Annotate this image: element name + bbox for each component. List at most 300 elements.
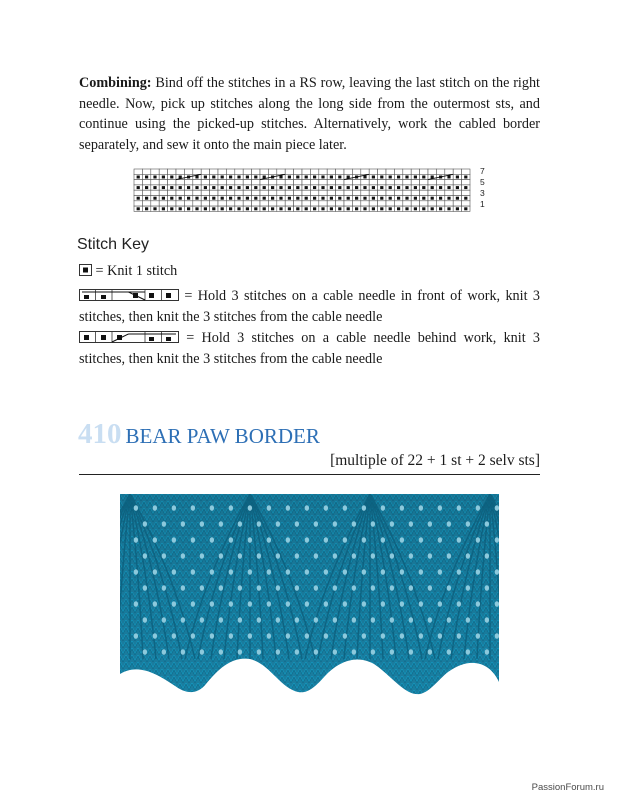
chart-cell bbox=[336, 201, 344, 206]
knit-mark bbox=[447, 197, 450, 200]
chart-cell bbox=[319, 201, 327, 206]
lace-eyelet bbox=[229, 633, 233, 639]
stitch-key-item-knit bbox=[79, 261, 540, 282]
lace-eyelet bbox=[238, 617, 242, 623]
lace-eyelet bbox=[343, 505, 347, 511]
lace-eyelet bbox=[305, 633, 309, 639]
knit-mark bbox=[221, 176, 224, 179]
chart-cell bbox=[252, 201, 260, 206]
chart-cell bbox=[428, 169, 436, 174]
lace-eyelet bbox=[324, 569, 328, 575]
lace-eyelet bbox=[143, 553, 147, 559]
chart-cell bbox=[344, 169, 352, 174]
chart-cell bbox=[252, 190, 260, 195]
knit-mark bbox=[389, 186, 392, 189]
knit-mark bbox=[355, 207, 358, 210]
chart-cell bbox=[151, 180, 159, 185]
knit-mark bbox=[372, 207, 375, 210]
knit-mark bbox=[204, 186, 207, 189]
lace-eyelet bbox=[324, 601, 328, 607]
knit-mark bbox=[246, 186, 249, 189]
lace-eyelet bbox=[191, 537, 195, 543]
lace-eyelet bbox=[162, 585, 166, 591]
combining-paragraph bbox=[79, 73, 540, 155]
lace-eyelet bbox=[219, 649, 223, 655]
lace-eyelet bbox=[333, 521, 337, 527]
lace-eyelet bbox=[172, 505, 176, 511]
knit-mark bbox=[321, 186, 324, 189]
lace-eyelet bbox=[371, 521, 375, 527]
knit-mark bbox=[246, 207, 249, 210]
chart-cell bbox=[394, 180, 402, 185]
chart-cell bbox=[210, 169, 218, 174]
chart-cell bbox=[235, 201, 243, 206]
chart-cell bbox=[344, 190, 352, 195]
lace-eyelet bbox=[295, 521, 299, 527]
lace-eyelet bbox=[447, 521, 451, 527]
lace-eyelet bbox=[295, 617, 299, 623]
chart-cell bbox=[394, 169, 402, 174]
lace-eyelet bbox=[210, 569, 214, 575]
lace-eyelet bbox=[428, 649, 432, 655]
lace-eyelet bbox=[371, 553, 375, 559]
lace-eyelet bbox=[229, 569, 233, 575]
lace-eyelet bbox=[381, 537, 385, 543]
lace-eyelet bbox=[362, 601, 366, 607]
chart-cell bbox=[193, 169, 201, 174]
chart-cell bbox=[277, 180, 285, 185]
lace-eyelet bbox=[409, 553, 413, 559]
chart-cell bbox=[134, 180, 142, 185]
chart-cell bbox=[168, 201, 176, 206]
chart-cell bbox=[369, 201, 377, 206]
lace-eyelet bbox=[257, 553, 261, 559]
stitch-key-item-cable-back bbox=[79, 328, 540, 369]
lace-eyelet bbox=[476, 633, 480, 639]
chart-cell bbox=[453, 190, 461, 195]
lace-eyelet bbox=[257, 585, 261, 591]
chart-cell bbox=[168, 180, 176, 185]
lace-eyelet bbox=[457, 569, 461, 575]
chart-cell bbox=[201, 201, 209, 206]
knit-mark bbox=[313, 197, 316, 200]
chart-cell bbox=[260, 190, 268, 195]
knit-mark bbox=[263, 207, 266, 210]
knit-mark bbox=[179, 207, 182, 210]
knit-mark bbox=[263, 186, 266, 189]
lace-eyelet bbox=[257, 649, 261, 655]
knit-mark bbox=[431, 197, 434, 200]
knit-mark bbox=[397, 186, 400, 189]
knitted-lace-swatch-icon bbox=[120, 494, 499, 726]
lace-eyelet bbox=[495, 601, 499, 607]
knit-mark bbox=[330, 207, 333, 210]
knit-mark bbox=[162, 207, 165, 210]
pattern-title: BEAR PAW BORDER bbox=[125, 424, 320, 448]
knit-symbol-icon bbox=[79, 264, 92, 276]
chart-cell bbox=[386, 190, 394, 195]
lace-eyelet bbox=[200, 553, 204, 559]
lace-eyelet bbox=[428, 521, 432, 527]
chart-cell bbox=[252, 180, 260, 185]
chart-cell bbox=[268, 169, 276, 174]
chart-cell bbox=[193, 180, 201, 185]
chart-cell bbox=[445, 180, 453, 185]
knit-mark bbox=[405, 186, 408, 189]
knit-mark bbox=[305, 207, 308, 210]
chart-cell bbox=[302, 180, 310, 185]
lace-eyelet bbox=[305, 601, 309, 607]
chart-cell bbox=[235, 190, 243, 195]
lace-eyelet bbox=[219, 617, 223, 623]
chart-cell bbox=[344, 201, 352, 206]
chart-cell bbox=[327, 180, 335, 185]
lace-eyelet bbox=[219, 585, 223, 591]
lace-eyelet bbox=[286, 601, 290, 607]
knit-mark bbox=[271, 197, 274, 200]
lace-eyelet bbox=[200, 521, 204, 527]
chart-cell bbox=[411, 201, 419, 206]
lace-eyelet bbox=[409, 585, 413, 591]
knit-mark bbox=[237, 186, 240, 189]
lace-eyelet bbox=[267, 537, 271, 543]
knit-mark bbox=[363, 207, 366, 210]
knit-mark bbox=[237, 207, 240, 210]
lace-eyelet bbox=[343, 633, 347, 639]
knit-mark bbox=[162, 186, 165, 189]
chart-cell bbox=[453, 180, 461, 185]
chart-cell bbox=[336, 180, 344, 185]
lace-eyelet bbox=[419, 505, 423, 511]
lace-eyelet bbox=[466, 553, 470, 559]
knit-mark bbox=[338, 176, 341, 179]
knit-mark bbox=[271, 207, 274, 210]
chart-cell bbox=[462, 169, 470, 174]
lace-eyelet bbox=[257, 617, 261, 623]
lace-eyelet bbox=[495, 505, 499, 511]
chart-cell bbox=[361, 169, 369, 174]
knit-mark bbox=[195, 197, 198, 200]
chart-cell bbox=[378, 180, 386, 185]
knit-mark bbox=[456, 176, 459, 179]
knitting-chart bbox=[133, 168, 475, 212]
chart-cell bbox=[226, 180, 234, 185]
lace-eyelet bbox=[286, 537, 290, 543]
pattern-heading bbox=[78, 418, 320, 451]
knit-mark bbox=[389, 176, 392, 179]
lace-eyelet bbox=[333, 553, 337, 559]
knit-mark bbox=[296, 197, 299, 200]
knit-mark bbox=[187, 186, 190, 189]
lace-eyelet bbox=[210, 633, 214, 639]
lace-eyelet bbox=[286, 505, 290, 511]
chart-cell bbox=[235, 169, 243, 174]
lace-eyelet bbox=[172, 537, 176, 543]
knit-mark bbox=[195, 176, 198, 179]
lace-eyelet bbox=[276, 649, 280, 655]
knit-mark bbox=[288, 197, 291, 200]
chart-cell bbox=[411, 180, 419, 185]
knit-mark bbox=[204, 176, 207, 179]
knit-mark bbox=[338, 197, 341, 200]
lace-eyelet bbox=[362, 505, 366, 511]
lace-eyelet bbox=[257, 521, 261, 527]
lace-eyelet bbox=[400, 537, 404, 543]
knit-mark bbox=[170, 197, 173, 200]
chart-cell bbox=[428, 190, 436, 195]
chart-cell bbox=[411, 190, 419, 195]
chart-cell bbox=[462, 201, 470, 206]
lace-eyelet bbox=[134, 569, 138, 575]
lace-eyelet bbox=[362, 633, 366, 639]
chart-cell bbox=[218, 180, 226, 185]
lace-eyelet bbox=[419, 569, 423, 575]
knit-mark bbox=[229, 186, 232, 189]
chart-cell bbox=[243, 201, 251, 206]
knit-mark bbox=[254, 197, 257, 200]
lace-eyelet bbox=[466, 585, 470, 591]
chart-cell bbox=[436, 201, 444, 206]
heading-divider bbox=[79, 474, 540, 475]
knit-mark bbox=[170, 176, 173, 179]
chart-cell bbox=[159, 180, 167, 185]
lace-eyelet bbox=[381, 505, 385, 511]
lace-eyelet bbox=[134, 633, 138, 639]
knit-mark bbox=[405, 207, 408, 210]
lace-eyelet bbox=[466, 649, 470, 655]
chart-cell bbox=[462, 180, 470, 185]
lace-eyelet bbox=[305, 537, 309, 543]
lace-eyelet bbox=[428, 585, 432, 591]
chart-cell bbox=[428, 201, 436, 206]
lace-eyelet bbox=[485, 553, 489, 559]
chart-cell bbox=[134, 201, 142, 206]
chart-cell bbox=[134, 190, 142, 195]
lace-eyelet bbox=[476, 537, 480, 543]
lace-eyelet bbox=[238, 553, 242, 559]
knit-mark bbox=[212, 186, 215, 189]
lace-eyelet bbox=[248, 505, 252, 511]
lace-eyelet bbox=[390, 585, 394, 591]
knit-mark bbox=[321, 176, 324, 179]
knit-mark bbox=[229, 197, 232, 200]
lace-eyelet bbox=[229, 601, 233, 607]
lace-eyelet bbox=[333, 649, 337, 655]
lace-eyelet bbox=[295, 585, 299, 591]
chart-cell bbox=[302, 190, 310, 195]
knit-mark bbox=[422, 176, 425, 179]
knit-mark bbox=[162, 176, 165, 179]
chart-cell bbox=[369, 169, 377, 174]
lace-eyelet bbox=[248, 633, 252, 639]
knit-mark bbox=[237, 176, 240, 179]
chart-cell bbox=[243, 169, 251, 174]
combining-label: Combining: bbox=[79, 75, 152, 91]
knit-mark bbox=[229, 207, 232, 210]
lace-eyelet bbox=[267, 505, 271, 511]
knit-mark bbox=[145, 207, 148, 210]
lace-eyelet bbox=[409, 617, 413, 623]
lace-eyelet bbox=[476, 505, 480, 511]
chart-cell bbox=[420, 201, 428, 206]
lace-eyelet bbox=[438, 633, 442, 639]
knit-mark bbox=[380, 176, 383, 179]
chart-cell bbox=[184, 201, 192, 206]
lace-eyelet bbox=[362, 569, 366, 575]
knit-mark bbox=[254, 207, 257, 210]
lace-eyelet bbox=[495, 633, 499, 639]
lace-eyelet bbox=[181, 649, 185, 655]
chart-cell bbox=[327, 169, 335, 174]
lace-eyelet bbox=[343, 569, 347, 575]
knit-mark bbox=[296, 186, 299, 189]
knit-mark bbox=[363, 176, 366, 179]
knit-mark bbox=[414, 197, 417, 200]
chart-cell bbox=[226, 201, 234, 206]
chart-cell bbox=[151, 190, 159, 195]
lace-eyelet bbox=[276, 553, 280, 559]
lace-eyelet bbox=[219, 553, 223, 559]
chart-cell bbox=[310, 201, 318, 206]
knit-mark bbox=[313, 176, 316, 179]
chart-cell bbox=[142, 180, 150, 185]
chart-cell bbox=[327, 190, 335, 195]
lace-eyelet bbox=[438, 505, 442, 511]
knit-mark bbox=[153, 186, 156, 189]
lace-eyelet bbox=[210, 601, 214, 607]
knit-mark bbox=[263, 197, 266, 200]
cable-back-symbol-icon bbox=[79, 331, 179, 343]
chart-cell bbox=[310, 180, 318, 185]
lace-eyelet bbox=[134, 601, 138, 607]
chart-cell bbox=[277, 201, 285, 206]
knit-mark bbox=[389, 207, 392, 210]
lace-eyelet bbox=[457, 633, 461, 639]
cable-front-symbol-icon bbox=[79, 289, 179, 301]
chart-cell bbox=[352, 169, 360, 174]
lace-eyelet bbox=[381, 633, 385, 639]
lace-eyelet bbox=[457, 601, 461, 607]
lace-eyelet bbox=[352, 617, 356, 623]
knit-mark bbox=[414, 186, 417, 189]
lace-eyelet bbox=[390, 553, 394, 559]
knit-mark bbox=[288, 207, 291, 210]
lace-eyelet bbox=[153, 569, 157, 575]
chart-cell bbox=[294, 180, 302, 185]
chart-cell bbox=[260, 169, 268, 174]
chart-cell bbox=[420, 190, 428, 195]
lace-eyelet bbox=[276, 521, 280, 527]
lace-eyelet bbox=[162, 521, 166, 527]
row-number-1: 1 bbox=[480, 199, 485, 209]
chart-cell bbox=[420, 180, 428, 185]
row-number-3: 3 bbox=[480, 188, 485, 198]
knit-mark bbox=[422, 197, 425, 200]
chart-cell bbox=[268, 201, 276, 206]
lace-eyelet bbox=[447, 553, 451, 559]
chart-cell bbox=[210, 190, 218, 195]
stitch-key-item-cable-front bbox=[79, 286, 540, 327]
chart-cell bbox=[268, 180, 276, 185]
chart-cell bbox=[193, 201, 201, 206]
chart-cell bbox=[445, 169, 453, 174]
watermark: PassionForum.ru bbox=[531, 782, 604, 793]
knit-mark bbox=[372, 176, 375, 179]
lace-eyelet bbox=[295, 649, 299, 655]
lace-eyelet bbox=[276, 585, 280, 591]
knit-mark bbox=[330, 176, 333, 179]
chart-cell bbox=[218, 169, 226, 174]
lace-eyelet bbox=[381, 569, 385, 575]
knit-mark bbox=[296, 207, 299, 210]
knit-mark bbox=[229, 176, 232, 179]
chart-cell bbox=[260, 201, 268, 206]
lace-eyelet bbox=[381, 601, 385, 607]
knit-mark bbox=[212, 176, 215, 179]
lace-eyelet bbox=[200, 649, 204, 655]
knit-mark bbox=[153, 207, 156, 210]
knit-mark bbox=[447, 176, 450, 179]
chart-cell bbox=[378, 190, 386, 195]
lace-eyelet bbox=[428, 553, 432, 559]
lace-eyelet bbox=[286, 569, 290, 575]
lace-eyelet bbox=[352, 585, 356, 591]
lace-eyelet bbox=[428, 617, 432, 623]
chart-cell bbox=[411, 169, 419, 174]
knit-mark bbox=[338, 207, 341, 210]
chart-cell bbox=[386, 169, 394, 174]
chart-cell bbox=[294, 190, 302, 195]
lace-eyelet bbox=[153, 601, 157, 607]
chart-cell bbox=[361, 201, 369, 206]
chart-cell bbox=[176, 190, 184, 195]
lace-eyelet bbox=[352, 521, 356, 527]
knit-mark bbox=[464, 197, 467, 200]
knit-mark bbox=[279, 207, 282, 210]
chart-cell bbox=[277, 190, 285, 195]
knit-mark bbox=[355, 186, 358, 189]
lace-eyelet bbox=[447, 617, 451, 623]
chart-cell bbox=[159, 190, 167, 195]
lace-eyelet bbox=[324, 633, 328, 639]
knit-mark bbox=[456, 207, 459, 210]
knit-mark bbox=[422, 207, 425, 210]
lace-eyelet bbox=[438, 601, 442, 607]
chart-cell bbox=[294, 169, 302, 174]
chart-cell bbox=[184, 190, 192, 195]
lace-eyelet bbox=[409, 649, 413, 655]
knit-mark bbox=[305, 176, 308, 179]
chart-cell bbox=[310, 169, 318, 174]
knit-mark bbox=[187, 197, 190, 200]
lace-eyelet bbox=[390, 521, 394, 527]
row-number-5: 5 bbox=[480, 177, 485, 187]
lace-eyelet bbox=[466, 617, 470, 623]
knit-mark bbox=[179, 197, 182, 200]
lace-eyelet bbox=[153, 505, 157, 511]
knit-mark bbox=[153, 176, 156, 179]
knit-mark bbox=[321, 207, 324, 210]
lace-eyelet bbox=[162, 553, 166, 559]
lace-eyelet bbox=[409, 521, 413, 527]
lace-eyelet bbox=[143, 649, 147, 655]
knit-mark bbox=[254, 186, 257, 189]
lace-eyelet bbox=[181, 521, 185, 527]
chart-cell bbox=[361, 190, 369, 195]
lace-eyelet bbox=[153, 537, 157, 543]
knit-mark bbox=[313, 186, 316, 189]
knit-mark bbox=[237, 197, 240, 200]
